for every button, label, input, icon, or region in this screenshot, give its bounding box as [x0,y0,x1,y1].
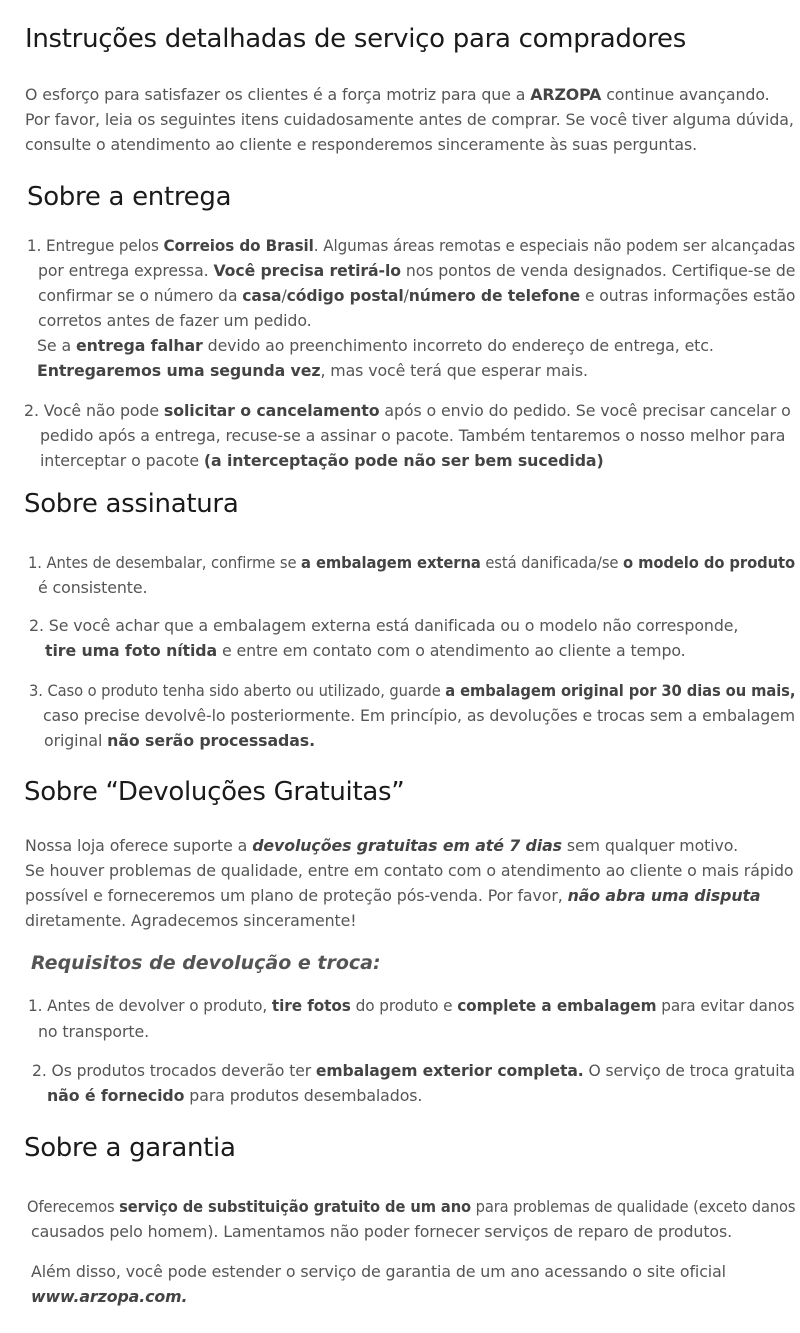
devolucoes-line-4: diretamente. Agradecemos sinceramente! [25,911,357,930]
garantia-p1-line-2: causados pelo homem). Lamentamos não poder fornecer serviços de reparo de produtos. [31,1222,733,1241]
section-title-devolucoes: Sobre “Devoluções Gratuitas” [24,777,405,807]
devolucoes-line-1: Nossa loja oferece suporte a devoluções gratuitas em até 7 dias sem qualquer motivo. [25,836,738,855]
intro-line-3: consulte o atendimento ao cliente e responderemos sinceramente às suas perguntas. [25,135,697,154]
section-title-garantia: Sobre a garantia [24,1133,236,1163]
assinatura-item2-line-1: 2. Se você achar que a embalagem externa está danificada ou o modelo não corresponde, [29,616,739,635]
intro-line-2: Por favor, leia os seguintes itens cuidadosamente antes de comprar. Se você tiver alguma dúvida, [25,110,794,129]
devolucoes-line-3: possível e forneceremos um plano de proteção pós-venda. Por favor, não abra uma disputa [25,886,761,905]
entrega-item1-line-1: 1. Entregue pelos Correios do Brasil. Algumas áreas remotas e especiais não podem ser alcançadas [27,236,796,255]
requirements-item2-line-1: 2. Os produtos trocados deverão ter embalagem exterior completa. O serviço de troca gratuita [32,1061,795,1080]
requirements-item2-line-2: não é fornecido para produtos desembalados. [47,1086,423,1105]
website-link[interactable]: www.arzopa.com. [31,1287,188,1306]
assinatura-item2-line-2: tire uma foto nítida e entre em contato com o atendimento ao cliente a tempo. [45,641,686,660]
section-title-entrega: Sobre a entrega [27,182,232,212]
assinatura-item3-line-2: caso precise devolvê-lo posteriormente. Em princípio, as devoluções e trocas sem a embalagem [43,706,796,725]
assinatura-item1-line-1: 1. Antes de desembalar, confirme se a embalagem externa está danificada/se o modelo do produto [28,553,796,572]
entrega-item1-line-2: por entrega expressa. Você precisa retirá-lo nos pontos de venda designados. Certifique-se de [38,261,796,280]
devolucoes-line-2: Se houver problemas de qualidade, entre em contato com o atendimento ao cliente o mais rápido [25,861,794,880]
assinatura-item3-line-1: 3. Caso o produto tenha sido aberto ou utilizado, guarde a embalagem original por 30 dias ou mais, [29,681,796,700]
assinatura-item1-line-2: é consistente. [38,578,148,597]
entrega-item1-line-3: confirmar se o número da casa/código postal/número de telefone e outras informações estão [38,286,796,305]
entrega-item1-line-5: Se a entrega falhar devido ao preenchimento incorreto do endereço de entrega, etc. [37,336,714,355]
entrega-item1-line-4: corretos antes de fazer um pedido. [38,311,312,330]
page-title: Instruções detalhadas de serviço para compradores [25,24,686,54]
intro-line-1: O esforço para satisfazer os clientes é a força motriz para que a ARZOPA continue avançando. [25,85,770,104]
entrega-item2-line-3: interceptar o pacote (a interceptação pode não ser bem sucedida) [40,451,604,470]
brand-name: ARZOPA [530,85,602,104]
entrega-item1-line-6: Entregaremos uma segunda vez, mas você terá que esperar mais. [37,361,588,380]
requirements-item1-line-2: no transporte. [38,1022,150,1041]
garantia-p1-line-1: Oferecemos serviço de substituição gratuito de um ano para problemas de qualidade (exceto danos [27,1197,796,1216]
entrega-item2-line-1: 2. Você não pode solicitar o cancelamento após o envio do pedido. Se você precisar cancelar o [24,401,791,420]
entrega-item2-line-2: pedido após a entrega, recuse-se a assinar o pacote. Também tentaremos o nosso melhor para [40,426,786,445]
section-title-assinatura: Sobre assinatura [24,489,239,519]
garantia-p2-line-1: Além disso, você pode estender o serviço de garantia de um ano acessando o site oficial [31,1262,726,1281]
requirements-item1-line-1: 1. Antes de devolver o produto, tire fotos do produto e complete a embalagem para evitar danos [28,996,795,1015]
assinatura-item3-line-3: original não serão processadas. [44,731,316,750]
requirements-title: Requisitos de devolução e troca: [31,952,381,974]
